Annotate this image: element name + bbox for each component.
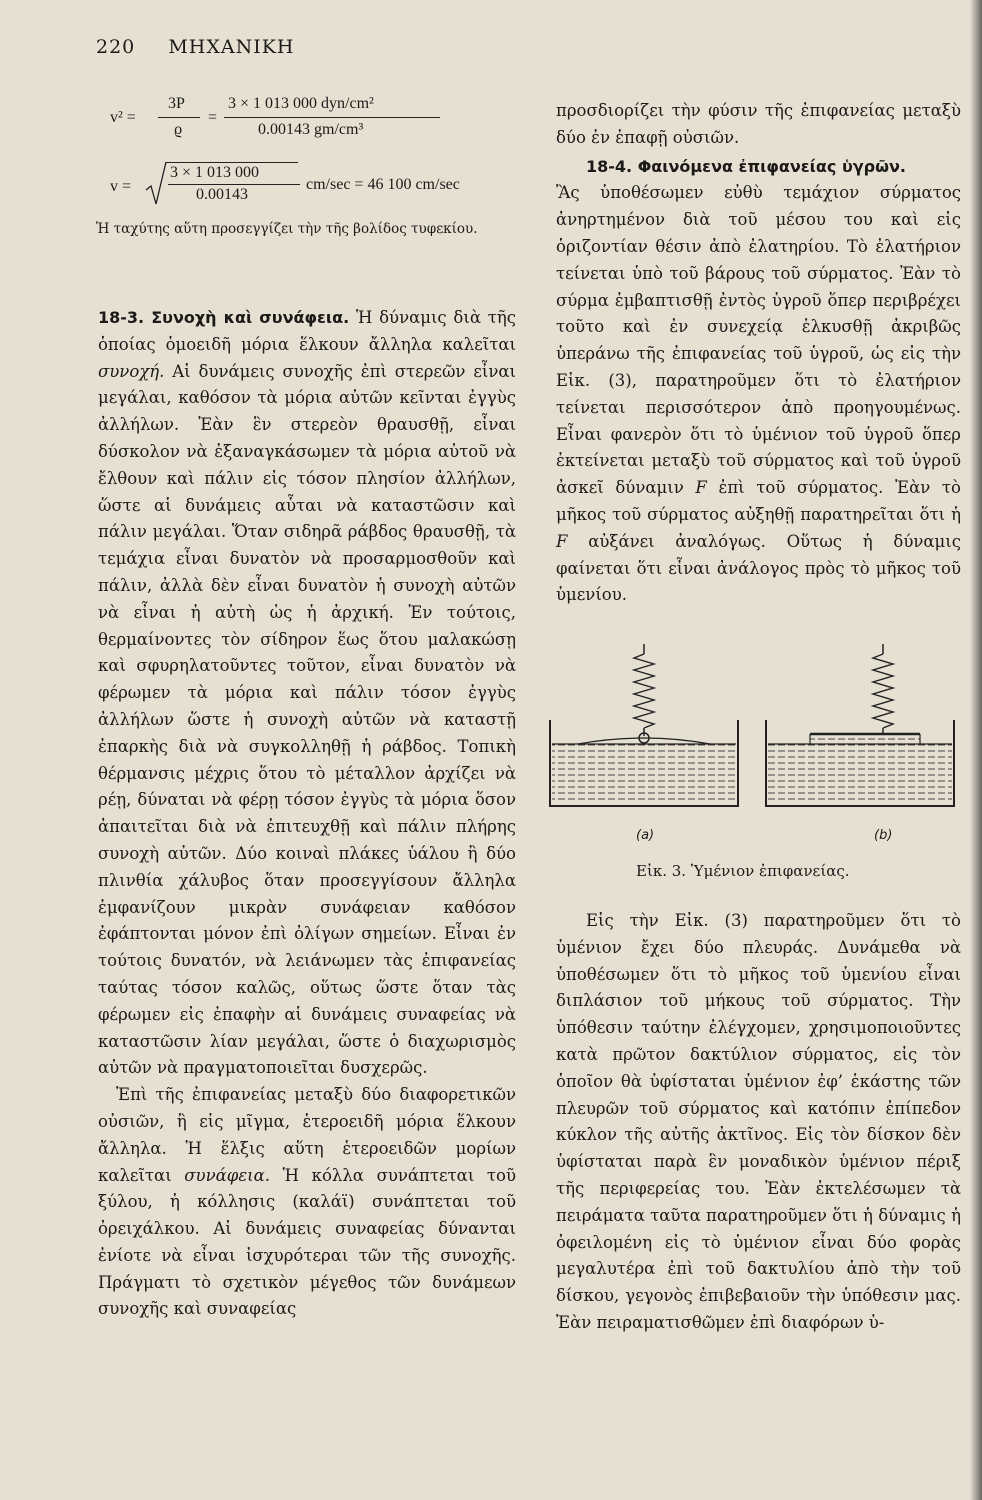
diagram-a [550,644,738,806]
term-adhesion: συνάφεια. [184,1165,271,1185]
equation-velocity-squared [110,95,510,145]
eq2-sqrt-overline [166,162,298,163]
eq1-numerator-2: 3 × 1 013 000 dyn/cm² [228,95,374,112]
eq1-lhs: v² = [110,109,136,126]
paragraph-text: Αἱ δυνάμεις συνοχῆς ἐπὶ στερεῶν εἶναι μεγάλαι, καθόσον τὰ μόρια αὐτῶν κεῖνται ἐγγὺς ἀλλήλων. Ἐὰν ἓν στερεὸν θραυσθῇ, εἶναι δύσκολον νὰ ἐξαναγκάσωμεν τὰ μόρια αὐτοῦ νὰ ἔλθουν καὶ πάλιν εἰς τόσον πλησίον ἀλλήλων, ὥστε αἱ δυνάμεις αὗται νὰ καταστῶσιν καὶ πάλιν μεγάλαι. Ὅταν σιδηρᾶ ράβδος θραυσθῇ, τὰ τεμάχια εἶναι δυνατὸν νὰ προσαρμοσθοῦν καὶ πάλιν, ἀλλὰ δὲν εἶναι δυνατὸν ἡ συνοχὴ αὐτῶν νὰ εἶναι ἡ αὐτὴ ὡς ἡ ἀρχική. Ἐν τούτοις, θερμαίνοντες τὸν σίδηρον ἕως ὅτου μαλακώσῃ καὶ σφυρηλατοῦντες τοῦτον, εἶναι δυνατὸν νὰ φέρωμεν τὰ μόρια καὶ πάλιν τόσον ἐγγὺς ἀλλήλων ὥστε ἡ συνοχὴ αὐτῶν νὰ καταστῇ ἐπαρκὴς διὰ νὰ συγκολληθῇ ἡ ράβδος. Τοπικὴ θέρμανσις μέχρις ὅτου τὸ μέταλλον ἀρχίζει νὰ ρέῃ, δύναται νὰ φέρῃ τόσον ἐγγὺς τὰ μόρια ὅσον ἀπαιτεῖται διὰ νὰ ἐπιτευχθῇ καὶ πάλιν πλήρης συνοχὴ αὐτῶν. Δύο κοιναὶ πλάκες ὑάλου ἢ δύο πλινθία χάλυβος ὅταν προσεγγίσουν ἄλληλα ἐμφανίζουν μικρὰν συνάφειαν καθόσον ἐφάπτονται μόνον ἐπὶ ὀλίγων σημείων. Εἶναι ἐν τούτοις δυνατόν, νὰ λειάνωμεν τὰς ἐπιφανείας ταύτας τόσον καλῶς, οὕτως ὥστε ὅταν τὰς φέρωμεν εἰς ἐπαφὴν αἱ δυνάμεις συναφείας νὰ καταστῶσιν λίαν μεγάλαι, ὥστε ὁ διαχωρισμὸς αὐτῶν νὰ πραγματοποιεῖται δυσχερῶς. [98,361,516,1078]
symbol-F: F [556,531,568,551]
eq1-denominator-2: 0.00143 gm/cm³ [258,121,364,138]
section-heading-text: 18-4. Φαινόμενα ἐπιφανείας ὑγρῶν. [586,156,906,176]
paragraph-surface-phenomena [556,180,961,609]
eq2-denominator: 0.00143 [196,186,248,203]
diagram-b [766,644,954,806]
paragraph-text: Ἡ κόλλα συνάπτεται τοῦ ξύλου, ἡ κόλλησις (καλάϊ) συνάπτεται τοῦ ὀρειχάλκου. Αἱ δυνάμεις συναφείας δύνανται ἐνίοτε νὰ εἶναι ἰσχυρότεραι τῶν τῆς συνοχῆς. Πράγματι τὸ σχετικὸν μέγεθος τῶν δυνάμεων συνοχῆς καὶ συναφείας [98,1165,517,1319]
figure-caption: Εἰκ. 3. Ὑμένιον ἐπιφανείας. [636,862,850,880]
right-column-top [556,98,961,609]
paragraph-text: ἐπὶ τοῦ σύρματος. Ἐὰν τὸ μῆκος τοῦ σύρματος αὐξηθῇ παρατηρεῖται ὅτι ἡ [556,478,961,524]
eq2-numerator: 3 × 1 013 000 [170,164,260,181]
equation-velocity [110,160,530,215]
eq1-numerator-1: 3P [168,95,185,112]
paragraph-adhesion [98,1082,516,1323]
eq1-denominator-1: ϱ [174,121,183,138]
page-header [96,36,294,58]
eq2-rhs: cm/sec = 46 100 cm/sec [306,176,460,193]
eq1-equals: = [208,109,218,126]
right-column-bottom [556,908,961,1337]
figure-label-a: (a) [636,828,655,843]
eq1-fraction-bar-1 [158,117,200,118]
eq2-fraction-bar [168,184,300,185]
velocity-note: Ἡ ταχύτης αὕτη προσεγγίζει τὴν τῆς βολίδος τυφεκίου. [96,221,478,237]
figure-label-b: (b) [874,828,893,843]
section-heading-18-4 [556,154,961,181]
running-title: ΜΗΧΑΝΙΚΗ [168,36,295,58]
paragraph-text: Ἡ δύναμις διὰ τῆς ὁποίας ὁμοειδῆ μόρια ἕλκουν ἄλληλα καλεῖται [98,308,516,354]
paragraph-film-sides: Εἰς τὴν Εἰκ. (3) παρατηροῦμεν ὅτι τὸ ὑμένιον ἔχει δύο πλευράς. Δυνάμεθα νὰ ὑποθέσωμεν ὅτι τὸ μῆκος τοῦ ὑμενίου εἶναι διπλάσιον τοῦ μήκους τοῦ σύρματος. Τὴν ὑπόθεσιν ταύτην ἐλέγχομεν, χρησιμοποιοῦντες κατὰ πρῶτον δακτύλιον σύρματος, εἰς τὸν ὁποῖον θὰ ὑφίσταται ὑμένιον ἐφ’ ἑκάστης τῶν πλευρῶν τοῦ σύρματος καὶ κατόπιν ἐπίπεδον κύκλον τῆς αὐτῆς ἀκτῖνος. Εἰς τὸν δίσκον δὲν ὑφίσταται παρὰ ἓν μοναδικὸν ὑμένιον πέριξ τῆς περιφερείας του. Ἐὰν ἐκτελέσωμεν τὰ πειράματα ταῦτα παρατηροῦμεν ὅτι ἡ δύναμις ἡ ὀφειλομένη εἰς τὸ ὑμένιον εἶναι δύο φορὰς μεγαλυτέρα ἐπὶ τοῦ δακτυλίου ἀπὸ τὴν τοῦ δίσκου, γεγονὸς ἐπιβεβαιοῦν τὴν ὑπόθεσιν μας. Ἐὰν πειραματισθῶμεν ἐπὶ διαφόρων ὑ- [556,911,961,1332]
eq1-fraction-bar-2 [224,117,440,118]
symbol-F: F [695,478,707,498]
paragraph-text: Ἂς ὑποθέσωμεν εὐθὺ τεμάχιον σύρματος ἀνηρτημένον διὰ τοῦ μέσου του καὶ εἰς ὁριζοντίαν θέσιν ἀπὸ ἐλατηρίου. Τὸ ἐλατήριον τείνεται ὑπὸ τοῦ βάρους τοῦ σύρματος. Ἐὰν τὸ σύρμα ἐμβαπτισθῇ ἐντὸς ὑγροῦ ὅπερ περιβρέχει τοῦτο καὶ ἐν συνεχείᾳ ἑλκυσθῇ ἀκριβῶς ὑπεράνω τῆς ἐπιφανείας τοῦ ὑγροῦ, ὡς εἰς τὴν Εἰκ. (3), παρατηροῦμεν ὅτι τὸ ἐλατήριον τείνεται περισσότερον ἀπὸ προηγουμένως. Εἶναι φανερὸν ὅτι τὸ ὑμένιον τοῦ ὑγροῦ ὅπερ ἐκτείνεται μεταξὺ τοῦ σύρματος καὶ τοῦ ὑγροῦ ἀσκεῖ δύναμιν [556,183,961,498]
term-cohesion: συνοχή. [98,361,165,381]
page-binding-shadow [970,0,982,1500]
figure-surface-film [548,640,958,843]
left-column [98,305,516,1323]
page-number: 220 [96,36,136,58]
section-18-3 [98,305,516,1082]
paragraph-text: αὐξάνει ἀναλόγως. Οὕτως ἡ δύναμις φαίνεται ὅτι εἶναι ἀνάλογος πρὸς τὸ μῆκος τοῦ ὑμενίου. [556,531,961,605]
surface-film-diagram [548,640,958,840]
paragraph-continued: προσδιορίζει τὴν φύσιν τῆς ἐπιφανείας μεταξὺ δύο ἐν ἐπαφῇ οὐσιῶν. [556,101,961,147]
paragraph-text: Ἐπὶ τῆς ἐπιφανείας μεταξὺ δύο διαφορετικῶν οὐσιῶν, ἢ εἰς μῖγμα, ἑτεροειδῆ μόρια ἕλκουν ἄλληλα. Ἡ ἕλξις αὕτη ἑτεροειδῶν μορίων καλεῖται [98,1085,516,1185]
eq2-lhs: v = [110,178,132,195]
section-heading-18-3: 18-3. Συνοχὴ καὶ συνάφεια. [98,308,350,327]
sqrt-sign-icon [144,160,168,208]
